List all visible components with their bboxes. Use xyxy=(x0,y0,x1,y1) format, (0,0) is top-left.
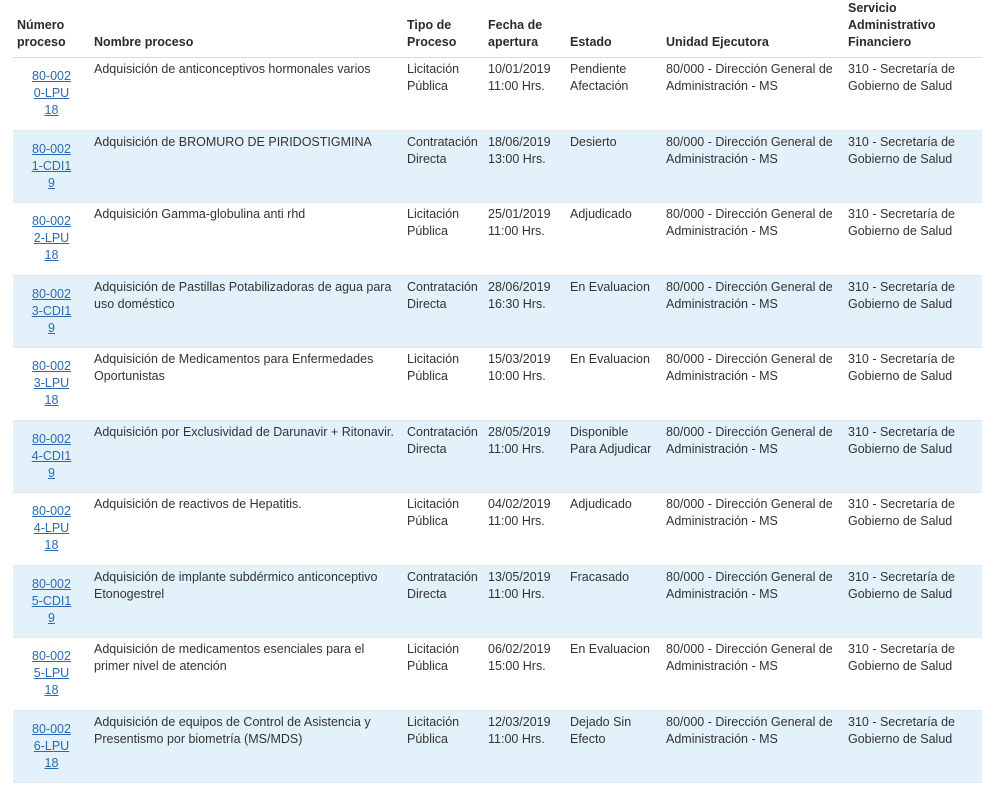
cell-numero xyxy=(13,58,90,131)
cell-numero xyxy=(13,710,90,783)
cell-unidad xyxy=(662,420,844,493)
unidad-text: 80/000 - Dirección General de Administración - MS xyxy=(666,352,833,383)
servicio-text: 310 - Secretaría de Gobierno de Salud xyxy=(848,62,956,93)
servicio-text: 310 - Secretaría de Gobierno de Salud xyxy=(848,424,956,456)
cell-tipo xyxy=(403,565,484,638)
cell-servicio xyxy=(844,565,982,638)
unidad-text: 80/000 - Dirección General de Administración - MS xyxy=(666,279,833,311)
unidad-text: 80/000 - Dirección General de Administración - MS xyxy=(666,62,833,93)
table-row xyxy=(13,203,982,276)
cell-fecha xyxy=(484,275,566,348)
header-servicio: Servicio Administrativo Financiero xyxy=(844,0,982,58)
fecha-text: 06/02/2019 15:00 Hrs. xyxy=(488,642,551,673)
tipo-text: Licitación Pública xyxy=(407,714,460,746)
table-row xyxy=(13,710,982,783)
servicio-text: 310 - Secretaría de Gobierno de Salud xyxy=(848,642,956,673)
tipo-text: Contratación Directa xyxy=(407,279,478,311)
cell-nombre xyxy=(90,710,403,783)
unidad-text: 80/000 - Dirección General de Administración - MS xyxy=(666,642,833,673)
cell-fecha xyxy=(484,710,566,783)
table-row xyxy=(13,420,982,493)
cell-unidad xyxy=(662,58,844,131)
tipo-text: Contratación Directa xyxy=(407,134,478,166)
servicio-text: 310 - Secretaría de Gobierno de Salud xyxy=(848,714,956,746)
cell-fecha xyxy=(484,420,566,493)
estado-text: Dejado Sin Efecto xyxy=(570,714,632,746)
numero-proceso-link[interactable]: 80-0024-LPU18 xyxy=(32,504,71,552)
header-tipo: Tipo de Proceso xyxy=(403,0,484,58)
table-row xyxy=(13,275,982,348)
cell-numero xyxy=(13,275,90,348)
cell-fecha xyxy=(484,565,566,638)
table-header-row xyxy=(13,0,982,58)
cell-nombre xyxy=(90,348,403,421)
cell-unidad xyxy=(662,275,844,348)
table-row xyxy=(13,638,982,711)
fecha-text: 10/01/2019 11:00 Hrs. xyxy=(488,62,551,93)
header-nombre: Nombre proceso xyxy=(90,0,403,58)
numero-proceso-link[interactable]: 80-0024-CDI19 xyxy=(31,431,72,480)
fecha-text: 04/02/2019 11:00 Hrs. xyxy=(488,497,551,528)
nombre-text: Adquisición de reactivos de Hepatitis. xyxy=(94,497,302,511)
estado-text: Fracasado xyxy=(570,569,630,584)
cell-nombre xyxy=(90,493,403,566)
unidad-text: 80/000 - Dirección General de Administración - MS xyxy=(666,424,833,456)
unidad-text: 80/000 - Dirección General de Administración - MS xyxy=(666,497,833,528)
servicio-text: 310 - Secretaría de Gobierno de Salud xyxy=(848,569,956,601)
cell-servicio xyxy=(844,348,982,421)
tipo-text: Licitación Pública xyxy=(407,497,460,528)
cell-servicio xyxy=(844,203,982,276)
nombre-text: Adquisición de Medicamentos para Enfermedades Oportunistas xyxy=(94,352,374,383)
numero-proceso-link[interactable]: 80-0023-LPU18 xyxy=(32,359,71,407)
cell-tipo xyxy=(403,420,484,493)
cell-tipo xyxy=(403,203,484,276)
numero-proceso-link[interactable]: 80-0020-LPU18 xyxy=(32,69,71,117)
numero-proceso-link[interactable]: 80-0026-LPU18 xyxy=(32,721,71,770)
estado-text: Adjudicado xyxy=(570,207,632,221)
cell-fecha xyxy=(484,638,566,711)
tipo-text: Contratación Directa xyxy=(407,424,478,456)
cell-numero xyxy=(13,493,90,566)
cell-numero xyxy=(13,638,90,711)
unidad-text: 80/000 - Dirección General de Administración - MS xyxy=(666,134,833,166)
nombre-text: Adquisición de medicamentos esenciales para el primer nivel de atención xyxy=(94,642,365,673)
cell-estado xyxy=(566,348,662,421)
cell-numero xyxy=(13,348,90,421)
cell-nombre xyxy=(90,203,403,276)
tipo-text: Licitación Pública xyxy=(407,62,460,93)
cell-servicio xyxy=(844,420,982,493)
cell-servicio xyxy=(844,493,982,566)
cell-unidad xyxy=(662,710,844,783)
nombre-text: Adquisición por Exclusividad de Darunavir + Ritonavir. xyxy=(94,424,394,439)
cell-tipo xyxy=(403,130,484,203)
tipo-text: Licitación Pública xyxy=(407,207,460,238)
cell-numero xyxy=(13,130,90,203)
nombre-text: Adquisición Gamma-globulina anti rhd xyxy=(94,207,306,221)
cell-estado xyxy=(566,638,662,711)
table-row xyxy=(13,348,982,421)
fecha-text: 25/01/2019 11:00 Hrs. xyxy=(488,207,551,238)
cell-unidad xyxy=(662,203,844,276)
servicio-text: 310 - Secretaría de Gobierno de Salud xyxy=(848,207,956,238)
numero-proceso-link[interactable]: 80-0021-CDI19 xyxy=(31,141,72,190)
fecha-text: 28/05/2019 11:00 Hrs. xyxy=(488,424,551,456)
cell-fecha xyxy=(484,58,566,131)
servicio-text: 310 - Secretaría de Gobierno de Salud xyxy=(848,134,956,166)
nombre-text: Adquisición de implante subdérmico anticonceptivo Etonogestrel xyxy=(94,569,378,601)
cell-estado xyxy=(566,130,662,203)
cell-estado xyxy=(566,203,662,276)
cell-unidad xyxy=(662,348,844,421)
estado-text: Pendiente Afectación xyxy=(570,62,629,93)
estado-text: Desierto xyxy=(570,134,617,149)
estado-text: En Evaluacion xyxy=(570,642,650,656)
table-row xyxy=(13,58,982,131)
cell-numero xyxy=(13,203,90,276)
estado-text: Disponible Para Adjudicar xyxy=(570,424,652,456)
cell-nombre xyxy=(90,420,403,493)
header-fecha: Fecha de apertura xyxy=(484,0,566,58)
cell-nombre xyxy=(90,275,403,348)
cell-estado xyxy=(566,565,662,638)
cell-unidad xyxy=(662,130,844,203)
nombre-text: Adquisición de equipos de Control de Asistencia y Presentismo por biometría (MS/MDS) xyxy=(94,714,371,746)
cell-estado xyxy=(566,493,662,566)
tipo-text: Licitación Pública xyxy=(407,642,460,673)
cell-nombre xyxy=(90,130,403,203)
cell-nombre xyxy=(90,638,403,711)
fecha-text: 13/05/2019 11:00 Hrs. xyxy=(488,569,551,601)
fecha-text: 18/06/2019 13:00 Hrs. xyxy=(488,134,551,166)
cell-tipo xyxy=(403,710,484,783)
header-estado: Estado xyxy=(566,0,662,58)
table-row xyxy=(13,130,982,203)
cell-fecha xyxy=(484,493,566,566)
nombre-text: Adquisición de anticonceptivos hormonales varios xyxy=(94,62,371,76)
unidad-text: 80/000 - Dirección General de Administración - MS xyxy=(666,714,833,746)
cell-numero xyxy=(13,420,90,493)
cell-estado xyxy=(566,275,662,348)
cell-unidad xyxy=(662,638,844,711)
estado-text: En Evaluacion xyxy=(570,279,650,294)
cell-estado xyxy=(566,710,662,783)
servicio-text: 310 - Secretaría de Gobierno de Salud xyxy=(848,279,956,311)
cell-tipo xyxy=(403,493,484,566)
cell-unidad xyxy=(662,493,844,566)
numero-proceso-link[interactable]: 80-0023-CDI19 xyxy=(31,286,72,335)
estado-text: En Evaluacion xyxy=(570,352,650,366)
cell-servicio xyxy=(844,130,982,203)
unidad-text: 80/000 - Dirección General de Administración - MS xyxy=(666,207,833,238)
cell-fecha xyxy=(484,203,566,276)
cell-tipo xyxy=(403,275,484,348)
header-unidad: Unidad Ejecutora xyxy=(662,0,844,58)
fecha-text: 28/06/2019 16:30 Hrs. xyxy=(488,279,551,311)
unidad-text: 80/000 - Dirección General de Administración - MS xyxy=(666,569,833,601)
cell-estado xyxy=(566,58,662,131)
cell-estado xyxy=(566,420,662,493)
servicio-text: 310 - Secretaría de Gobierno de Salud xyxy=(848,497,956,528)
cell-numero xyxy=(13,565,90,638)
cell-unidad xyxy=(662,565,844,638)
cell-servicio xyxy=(844,58,982,131)
cell-fecha xyxy=(484,130,566,203)
numero-proceso-link[interactable]: 80-0025-CDI19 xyxy=(31,576,72,625)
fecha-text: 15/03/2019 10:00 Hrs. xyxy=(488,352,551,383)
cell-tipo xyxy=(403,348,484,421)
numero-proceso-link[interactable]: 80-0025-LPU18 xyxy=(32,649,71,697)
cell-tipo xyxy=(403,58,484,131)
table-row xyxy=(13,565,982,638)
nombre-text: Adquisición de Pastillas Potabilizadoras de agua para uso doméstico xyxy=(94,279,392,311)
nombre-text: Adquisición de BROMURO DE PIRIDOSTIGMINA xyxy=(94,134,372,149)
cell-servicio xyxy=(844,275,982,348)
tipo-text: Licitación Pública xyxy=(407,352,460,383)
header-numero: Número proceso xyxy=(13,0,90,58)
cell-tipo xyxy=(403,638,484,711)
servicio-text: 310 - Secretaría de Gobierno de Salud xyxy=(848,352,956,383)
cell-fecha xyxy=(484,348,566,421)
tipo-text: Contratación Directa xyxy=(407,569,478,601)
procesos-table-container xyxy=(13,0,982,783)
cell-nombre xyxy=(90,565,403,638)
fecha-text: 12/03/2019 11:00 Hrs. xyxy=(488,714,551,746)
cell-servicio xyxy=(844,638,982,711)
procesos-table xyxy=(13,0,982,783)
estado-text: Adjudicado xyxy=(570,497,632,511)
cell-nombre xyxy=(90,58,403,131)
cell-servicio xyxy=(844,710,982,783)
numero-proceso-link[interactable]: 80-0022-LPU18 xyxy=(32,214,71,262)
table-row xyxy=(13,493,982,566)
